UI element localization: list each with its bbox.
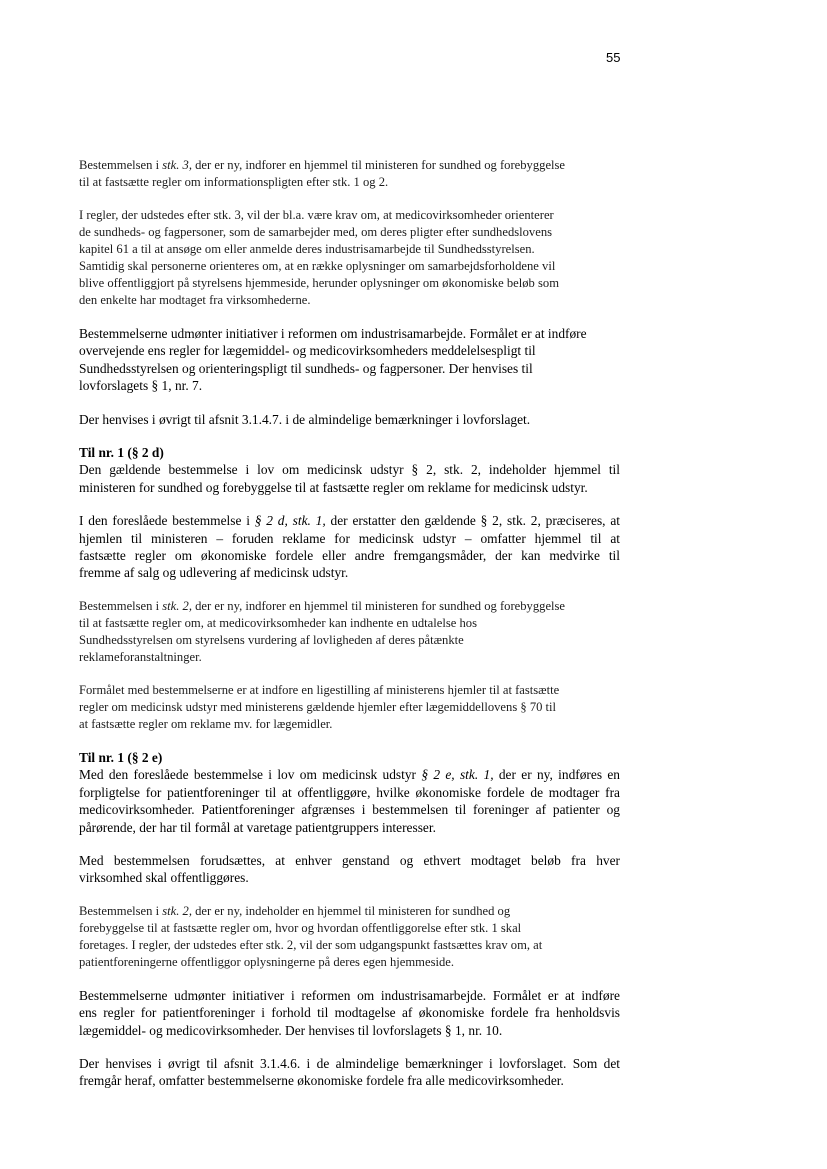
section-til-nr-1-2d: Til nr. 1 (§ 2 d) Den gældende bestemmelse i lov om medicinsk udstyr § 2, stk. 2, indeholder hjemmel til ministeren for sundhed og forebyggelse til at fastsætte regler om reklame for medicinsk udstyr. (79, 445, 620, 495)
paragraph-stk2-publication: Bestemmelsen i stk. 2, der er ny, indeholder en hjemmel til ministeren for sundhed og forebyggelse til at fastsætte regler om, hvor og hvordan offentliggorelse efter stk. 1 skal foretages. I regler, der udstedes efter stk. 2, vil der som udgangspunkt fastsættes krav om, at patientforeningerne offentliggor oplysningerne på deres egen hjemmeside. (79, 903, 543, 969)
paragraph-stk3-intro: Bestemmelsen i stk. 3, der er ny, indforer en hjemmel til ministeren for sundhed og forebyggelse til at fastsætte regler om informationspligten efter stk. 1 og 2. (79, 158, 566, 189)
paragraph-reference-3147: Der henvises i øvrigt til afsnit 3.1.4.7. i de almindelige bemærkninger i lovforslaget. (79, 411, 531, 427)
document-body (79, 157, 620, 1106)
paragraph-reform-initiatives: Bestemmelserne udmønter initiativer i reformen om industrisamarbejde. Formålet er at indføre overvejende ens regler for lægemiddel- og medicovirksomheders meddelelsespligt til Sundhedsstyrelsen og orienteringspligt til sundheds- og fagpersoner. Der henvises til lovforslagets § 1, nr. 7. (79, 326, 587, 394)
paragraph-stk3-rules: I regler, der udstedes efter stk. 3, vil der bl.a. være krav om, at medicovirksomheder orienterer de sundheds- og fagpersoner, som de samarbejder med, om deres pligter efter sundhedslovens kapitel 61 a til at ansøge om eller anmelde deres industrisamarbejde til Sundhedsstyrelsen. Samtidig skal personerne orienteres om, at en række oplysninger om samarbejdsforholdene vil blive offentliggjort på styrelsens hjemmeside, herunder oplysninger om økonomiske beløb som den enkelte har modtaget fra virksomhederne. (79, 208, 559, 307)
page-number: 55 (606, 50, 621, 65)
section-heading: Til nr. 1 (§ 2 e) (79, 749, 163, 765)
paragraph-every-item-published: Med bestemmelsen forudsættes, at enhver genstand og ethvert modtaget beløb fra hver virksomhed skal offentliggøres. (79, 852, 620, 886)
section-heading: Til nr. 1 (§ 2 d) (79, 445, 164, 461)
section-til-nr-1-2e: Til nr. 1 (§ 2 e) Med den foreslåede bestemmelse i lov om medicinsk udstyr § 2 e, stk. 1, der er ny, indføres en forpligtelse for patientforeninger til at offentliggøre, hvilke økonomiske fordele de modtager fra medicovirksomheder. Patientforeninger afgrænses i bestemmelsen til foreninger af patienter og pårørende, der har til formål at varetage patientgruppers interesser. (79, 749, 620, 835)
paragraph-reference-3146: Der henvises i øvrigt til afsnit 3.1.4.6. i de almindelige bemærkninger i lovforslaget. Som det fremgår heraf, omfatter bestemmelserne økonomiske fordele fra alle medicovirksomheder. (79, 1055, 620, 1089)
paragraph-purpose-equalization: Formålet med bestemmelserne er at indfore en ligestilling af ministerens hjemler til at fastsætte regler om medicinsk udstyr med ministerens gældende hjemler efter lægemiddellovens § 70 til at fastsætte regler om reklame mv. for lægemidler. (79, 682, 560, 731)
paragraph-reform-patient-associations: Bestemmelserne udmønter initiativer i reformen om industrisamarbejde. Formålet er at indføre ens regler for patientforeninger i forhold til modtagelse af økonomiske fordele fra henholdsvis lægemiddel- og medicovirksomheder. Der henvises til lovforslagets § 1, nr. 10. (79, 987, 620, 1038)
paragraph-stk2-statement: Bestemmelsen i stk. 2, der er ny, indforer en hjemmel til ministeren for sundhed og forebyggelse til at fastsætte regler om, at medicovirksomheder kan indhente en udtalelse hos Sundhedsstyrelsen om styrelsens vurdering af lovligheden af deres påtænkte reklameforanstaltninger. (79, 598, 566, 664)
paragraph-proposed-2d: I den foreslåede bestemmelse i § 2 d, stk. 1, der erstatter den gældende § 2, stk. 2, præciseres, at hjemlen til ministeren – foruden reklame for medicinsk udstyr – omfatter hjemmel til at fastsætte regler om økonomiske fordele eller andre fremgangsmåder, der kan medvirke til fremme af salg og udlevering af medicinsk udstyr. (79, 513, 620, 581)
